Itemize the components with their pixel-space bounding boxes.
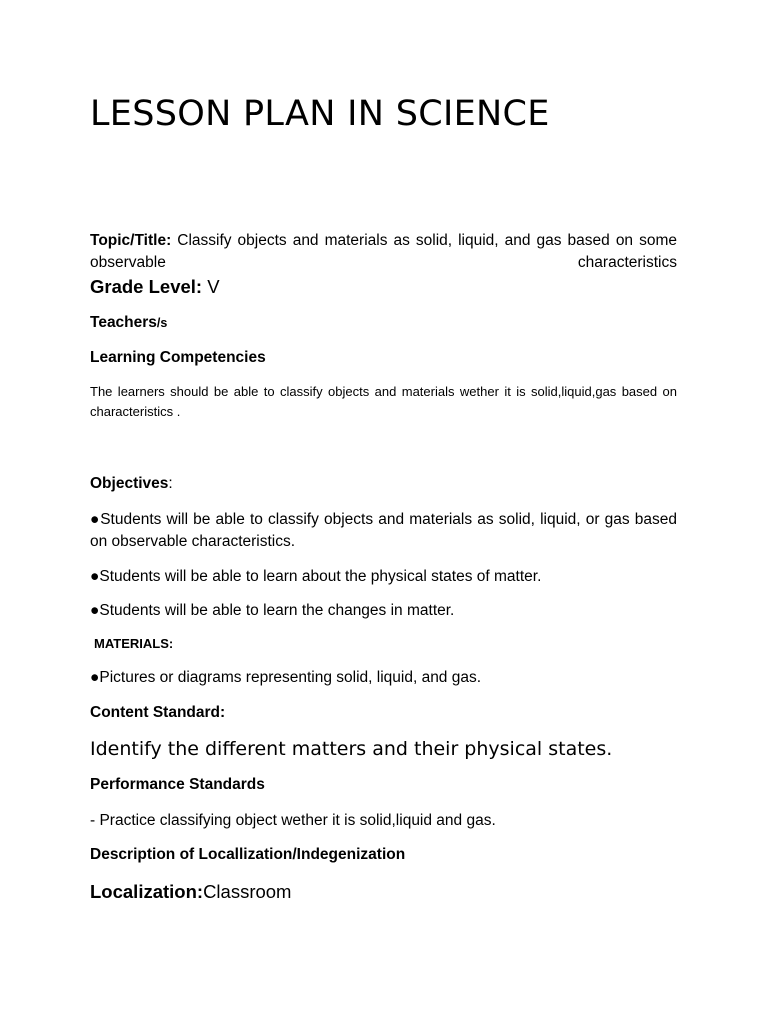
grade-level-label: Grade Level:: [90, 276, 203, 297]
objective-item: ●Students will be able to learn the changes in matter.: [90, 602, 455, 619]
performance-standards-text: - Practice classifying object wether it is solid,liquid and gas.: [90, 812, 496, 829]
grade-level-value: V: [207, 276, 220, 297]
performance-standards-heading: Performance Standards: [90, 776, 265, 793]
teachers-label: Teachers: [90, 314, 157, 331]
teachers-heading: [90, 313, 677, 333]
objective-item: ●Students will be able to learn about the physical states of matter.: [90, 568, 542, 585]
localization-description-heading: Description of Locallization/Indegenization: [90, 846, 406, 863]
learning-competencies-heading: Learning Competencies: [90, 349, 266, 366]
document-body: [90, 0, 677, 1024]
objectives-colon: :: [168, 475, 173, 492]
localization-line: [90, 879, 677, 905]
topic-line: [90, 230, 677, 274]
topic-value: Classify objects and materials as solid, liquid, and gas based on some observable characteristics: [90, 232, 677, 271]
teachers-suffix: /s: [156, 316, 168, 330]
objective-item: ●Students will be able to classify objects and materials as solid, liquid, or gas based on observable characteristics.: [90, 511, 677, 550]
localization-value: Classroom: [203, 881, 292, 902]
objectives-heading: [90, 474, 677, 494]
content-standard-text: Identify the different matters and their physical states.: [90, 738, 613, 760]
topic-label: Topic/Title:: [90, 232, 172, 249]
objectives-label: Objectives: [90, 475, 169, 492]
page-title: LESSON PLAN IN SCIENCE: [90, 94, 550, 134]
localization-label: Localization:: [90, 881, 204, 902]
content-standard-heading: Content Standard:: [90, 704, 226, 721]
material-item: ●Pictures or diagrams representing solid, liquid, and gas.: [90, 669, 482, 686]
materials-heading: MATERIALS:: [94, 636, 174, 651]
grade-level-line: [90, 274, 677, 300]
learning-competencies-text: The learners should be able to classify objects and materials wether it is solid,liquid,gas based on characteristics .: [90, 384, 677, 419]
